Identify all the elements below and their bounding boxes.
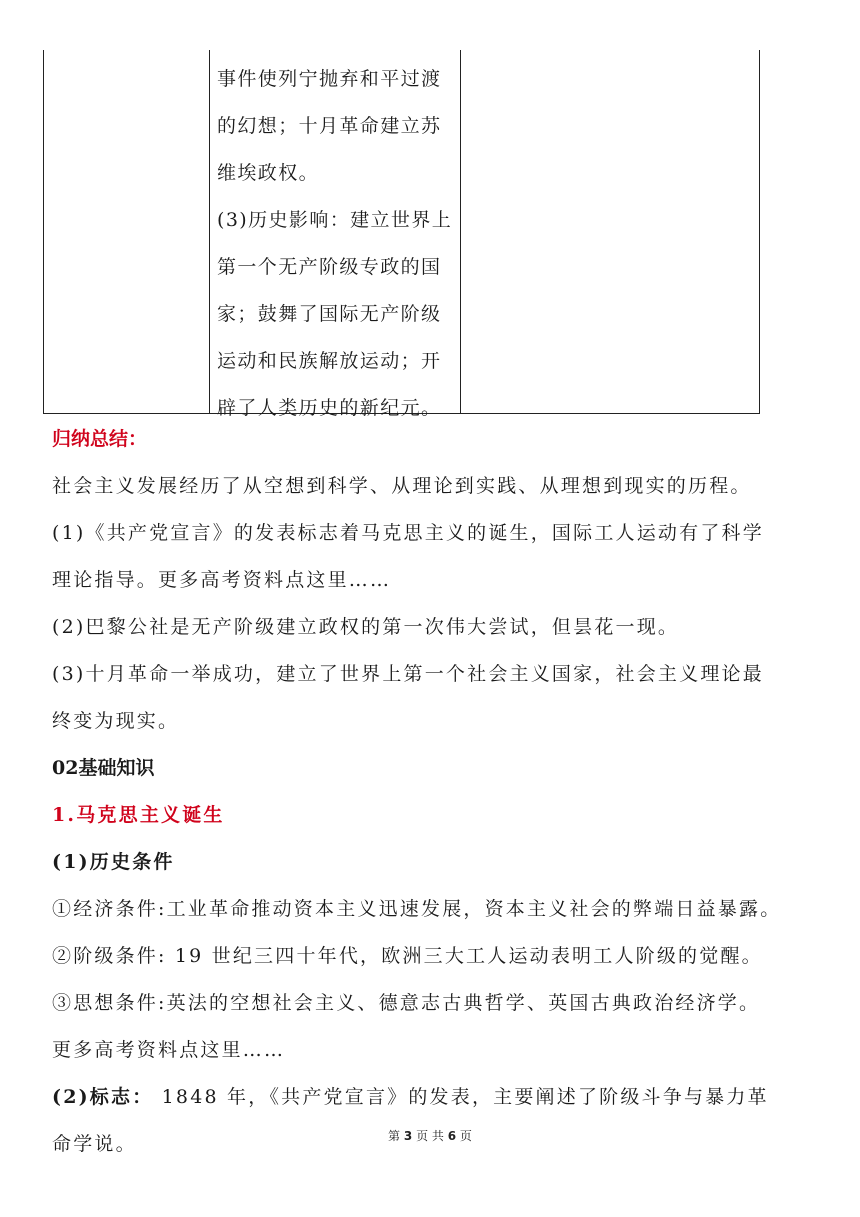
condition-economic: ①经济条件:工业革命推动资本主义迅速发展，资本主义社会的弊端日益暴露。 [52,898,782,920]
cell-line: (3)历史影响：建立世界上 [217,209,453,231]
more-link-text: 更多高考资料点这里…… [52,1039,286,1061]
summary-section [52,416,812,1168]
sign-paragraph [52,1074,812,1121]
footer-suffix: 页 [459,1129,472,1143]
summary-point-3-cont: 终变为现实。 [52,710,180,732]
summary-point-1-cont: 理论指导。更多高考资料点这里…… [52,569,392,591]
summary-point-3: (3)十月革命一举成功，建立了世界上第一个社会主义国家，社会主义理论最 [52,663,764,685]
table-cell-content [217,56,457,432]
condition-class: ②阶级条件: 19 世纪三四十年代，欧洲三大工人运动表明工人阶级的觉醒。 [52,945,763,967]
cell-line: 第一个无产阶级专政的国 [217,256,442,278]
cell-line: 运动和民族解放运动；开 [217,350,442,372]
sign-paragraph-cont: 命学说。 [52,1133,137,1155]
summary-heading: 归纳总结： [52,428,148,450]
summary-point-2: (2)巴黎公社是无产阶级建立政权的第一次伟大尝试，但昙花一现。 [52,616,680,638]
summary-intro: 社会主义发展经历了从空想到科学、从理论到实践、从理想到现实的历程。 [52,475,752,497]
page-footer [0,1127,860,1144]
basics-heading: 02基础知识 [52,757,155,779]
table-column-divider [209,50,210,413]
current-page-number: 3 [403,1129,413,1143]
total-page-count: 6 [447,1129,457,1143]
cell-line: 维埃政权。 [217,162,320,184]
summary-point-1: (1)《共产党宣言》的发表标志着马克思主义的诞生，国际工人运动有了科学 [52,522,764,544]
sign-text: 1848 年，《共产党宣言》的发表，主要阐述了阶级斗争与暴力革 [153,1086,769,1108]
table-fragment [43,50,760,419]
subsection-conditions: (1)历史条件 [52,851,175,873]
cell-line: 辟了人类历史的新纪元。 [217,397,442,419]
cell-line: 的幻想；十月革命建立苏 [217,115,442,137]
cell-line: 家；鼓舞了国际无产阶级 [217,303,442,325]
footer-middle: 页 共 [416,1129,444,1143]
sign-label: (2)标志： [52,1086,154,1108]
cell-line: 事件使列宁抛弃和平过渡 [217,68,442,90]
section-1-title: 1.马克思主义诞生 [52,804,225,826]
table-column-divider [460,50,461,413]
condition-ideology: ③思想条件:英法的空想社会主义、德意志古典哲学、英国古典政治经济学。 [52,992,761,1014]
footer-prefix: 第 [388,1129,401,1143]
